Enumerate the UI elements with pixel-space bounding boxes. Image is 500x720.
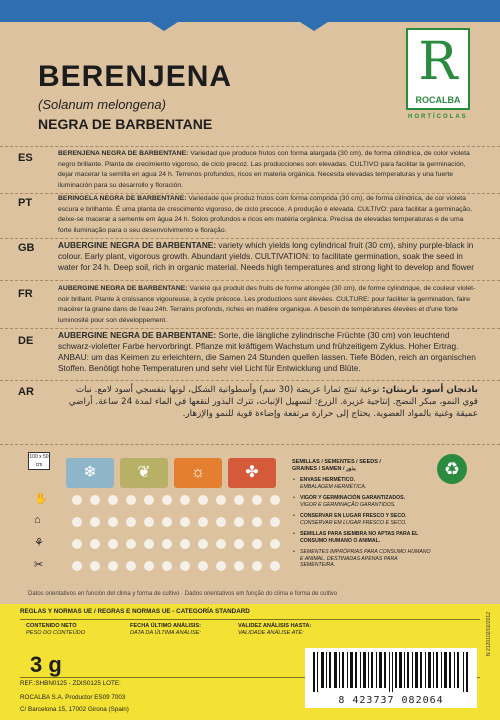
legend-item: • VIGOR Y GERMINACIÓN GARANTIZADOS. VIGOR E GERMINAÇÃO GARANTIDOS.	[292, 495, 432, 508]
calendar-row-sowing	[28, 492, 286, 508]
divider	[0, 328, 500, 329]
analysis-validity-label: VALIDEZ ANÁLISIS HASTA: VALIDADE ANÁLISE ATÉ:	[238, 623, 312, 636]
seed-hand-icon: ✋	[34, 493, 48, 505]
variety-name: NEGRA DE BARBENTANE	[38, 116, 213, 132]
last-analysis-label: FECHA ÚLTIMO ANÁLISIS: DATA DA ÚLTIMA ANÁLISE:	[130, 623, 201, 636]
harvest-icon: ✂	[34, 559, 44, 571]
barcode-number: 8 423737 082064	[338, 695, 444, 706]
calendar-row-seedbed	[28, 514, 286, 530]
rocalba-logo	[406, 28, 470, 110]
legend-item: • CONSERVAR EN LUGAR FRESCO Y SECO. CONSERVAR EM LUGAR FRESCO E SECO.	[292, 513, 432, 526]
eu-rules: REGLAS Y NORMAS UE / REGRAS E NORMAS UE - CATEGORÍA STANDARD	[20, 608, 250, 615]
product-title: BERENJENA	[38, 60, 233, 93]
green-dot-recycle-icon: ♻	[437, 454, 467, 484]
description-de: AUBERGINE NEGRA DE BARBENTANE: Sorte, die längliche zylindrische Früchte (30 cm) von leuchtend schwarz-violetter Farbe hervorbringt. Pflanze mit kräftigem Wachstum und frühzeitigem Zyklus. Hoher Ertrag. ANBAU: um das Keimen zu erleichtern, die Samen 24 Stunden quellen lassen. Tiefe Böden, reich an organischen Stoffen. Benötigt hohe Temperaturen und sehr viel Licht für Entwicklung und Blüte.	[58, 330, 476, 373]
barcode	[305, 648, 477, 708]
legend-item: • ENVASE HERMÉTICO. EMBALAGEM HERMÉTICA.	[292, 477, 432, 490]
reference-lot: REF.:SHBN0125 - ZDIS0125 LOTE:	[20, 680, 121, 687]
net-content-label: CONTENIDO NETO PESO DO CONTEÚDO	[26, 623, 86, 636]
barcode-bars	[313, 652, 469, 692]
calendar-row-transplant	[28, 536, 286, 552]
legend-title: SEMILLAS / SEMENTES / SEEDS / GRAINES / SAMEN / بذور	[292, 459, 381, 472]
legend-list	[292, 477, 432, 574]
orientative-note: Datos orientativos en función del clima y forma de cultivo · Dados orientativos em função do clima e forma de cultivo	[28, 591, 338, 597]
logo-subtitle: HORTÍCOLAS	[408, 114, 468, 120]
lang-code-gb: GB	[18, 242, 35, 254]
spacing-box	[28, 452, 50, 470]
spacing-value: 100 x 50	[29, 454, 49, 460]
description-ar: باذنجان أسود باربنتان: نوعية تنتج ثمارا عريضة (30 سم) وأسطوانية الشكل، لونها بنفسجي أسود لامع. نبات قوي النمو، مبكر النضج. إنتاجية غزيرة. الزرع: لتسهيل الإنبات، تترك البذور لنقعها في الماء لمدة 24 ساعة. أراضي عميقة وغنية بالمواد العضوية. يحتاج إلى حرارة مرتفعة وإضاءة قوية للنمو والإزهار.	[68, 385, 478, 419]
description-gb: AUBERGINE NEGRA DE BARBENTANE: variety which yields long cylindrical fruit (30 cm), shiny purple-black in colour. Early plant, vigorous growth. Abundant yields. CULTIVATION: to facilitate germination, soak the seed in water for 24 h. Deep soil, rich in organic material. Needs high temperatures and strong light to develop and flower	[58, 240, 474, 272]
description-pt: BERINGELA NEGRA DE BARBENTANE: Variedade que produz frutos com forma comprida (30 cm), de forma cilíndrica, de cor violeta escura e brilhante. É uma planta de crescimento vigoroso, de ciclo precoce. A produção é elevada. CULTIVO: para facilitar a germinação, deixe-se macerar a semente em água 24 h. Solos profundos e ricos em matéria orgânica. Precisa de elevadas temperaturas e de uma forte iluminação para o seu desenvolvimento e floração.	[58, 195, 472, 234]
net-weight: 3 g	[30, 652, 62, 677]
description-es: BERENJENA NEGRA DE BARBENTANE: Variedad que produce frutos con forma alargada (30 cm), de forma cilíndrica, de color violeta negro brillante. Planta de crecimiento vigoroso, de ciclo precoz. Las producciones son elevadas. CULTIVO para facilitar la germinación, dejar macerar la semilla en agua 24 h. Terrenos profundos, ricos en materia orgánica. Necesita elevadas temperaturas y una fuerte iluminación para su desarrollo y floración.	[58, 150, 470, 189]
latin-name: (Solanum melongena)	[38, 97, 166, 112]
divider	[0, 280, 500, 281]
winter-icon: ❄	[66, 458, 114, 488]
lang-code-fr: FR	[18, 288, 33, 300]
calendar-row-harvest	[28, 558, 286, 574]
summer-icon: ☼	[174, 458, 222, 488]
address: C/ Barcelona 15, 17002 Girona (Spain)	[20, 706, 129, 713]
divider	[0, 146, 500, 147]
seedbed-icon: ⌂	[34, 514, 41, 526]
spring-icon: ❦	[120, 458, 168, 488]
lang-code-ar: AR	[18, 386, 34, 398]
autumn-icon: ✤	[228, 458, 276, 488]
logo-letter-icon: R	[418, 32, 458, 92]
lang-code-pt: PT	[18, 197, 33, 209]
logo-brand: ROCALBA	[415, 95, 461, 105]
divider	[0, 444, 500, 445]
lang-code-de: DE	[18, 335, 34, 347]
top-band	[0, 0, 500, 22]
producer: ROCALBA S.A. Productor ES09 7003	[20, 694, 126, 701]
legend-item: • SEMENTES IMPRÓPRIAS PARA CONSUMO HUMANO E ANIMAL. DESTINADAS APENAS PARA SEMENTEIRA.	[292, 549, 432, 569]
side-code: N 2120102/02/2012	[486, 612, 492, 656]
legend-item: • SEMILLAS PARA SIEMBRA NO APTAS PARA EL CONSUMO HUMANO O ANIMAL.	[292, 531, 432, 544]
transplant-icon: ⚘	[34, 537, 44, 549]
description-fr: AUBERGINE NEGRA DE BARBENTANE: Variété qui produit des fruits de forme allongée (30 cm), de forme cylindrique, de couleur violet-noir brillant. Plante à croissance vigoureuse, à cycle précoce. Les productions sont élevées. CULTURE: pour faciliter la germination, faire macérer la graine dans de l'eau 24h. Terrains profonds, riches en matière organique. A besoin de températures élevées et d'une forte luminosité pour son développement.	[58, 285, 476, 324]
divider	[0, 238, 500, 239]
divider	[0, 380, 500, 381]
lang-code-es: ES	[18, 152, 33, 164]
spacing-unit: cm	[35, 462, 43, 468]
